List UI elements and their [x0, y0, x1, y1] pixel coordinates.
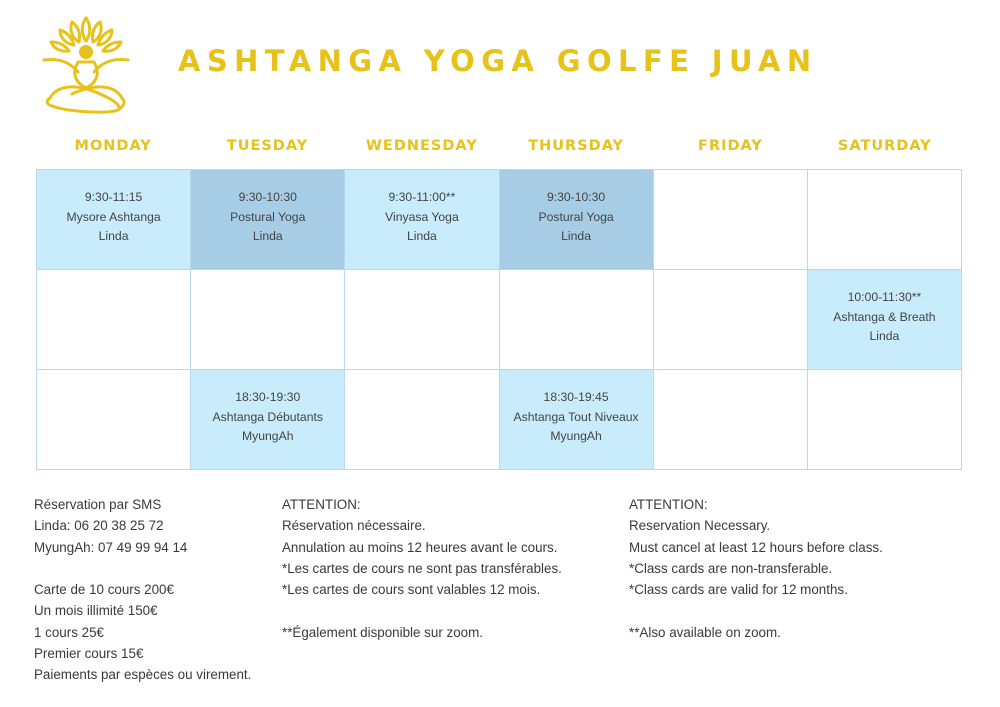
class-teacher: Linda — [869, 329, 900, 344]
info-line: Reservation Necessary. — [629, 518, 771, 534]
schedule-cell-wednesday-row2 — [345, 270, 499, 370]
info-line — [34, 558, 251, 579]
schedule-cell-saturday-row3 — [808, 370, 962, 470]
day-header-tuesday: TUESDAY — [226, 138, 309, 154]
schedule-grid — [36, 169, 962, 470]
class-time: 9:30-11:00** — [388, 190, 456, 205]
class-class: Ashtanga & Breath — [833, 309, 936, 324]
class-time: 18:30-19:45 — [543, 390, 609, 405]
class-class: Ashtanga Tout Niveaux — [513, 409, 639, 424]
class-class: Postural Yoga — [538, 209, 614, 224]
lotus-meditation-icon — [38, 14, 134, 114]
info-line — [629, 600, 883, 621]
info-line: *Class cards are non-transferable. — [629, 560, 833, 576]
info-line: *Class cards are valid for 12 months. — [629, 582, 848, 598]
class-teacher: Linda — [561, 229, 591, 244]
schedule-cell-tuesday-row1 — [191, 170, 345, 270]
info-line: Premier cours 15€ — [34, 646, 144, 662]
info-line — [282, 600, 562, 621]
info-line: Réservation par SMS — [34, 497, 162, 512]
info-line: *Les cartes de cours ne sont pas transférables. — [282, 560, 562, 576]
schedule-cell-tuesday-row2 — [191, 270, 345, 370]
page-title: ASHTANGA YOGA GOLFE JUAN — [178, 44, 818, 78]
schedule-cell-monday-row2 — [37, 270, 191, 370]
info-line: Réservation nécessaire. — [282, 518, 426, 534]
class-teacher: MyungAh — [550, 429, 602, 444]
class-teacher: Linda — [98, 229, 129, 244]
info-line: MyungAh: 07 49 99 94 14 — [34, 539, 188, 555]
schedule-cell-friday-row1 — [654, 170, 808, 270]
day-header-row — [36, 138, 962, 158]
contact-pricing-info — [34, 494, 251, 686]
info-line: 1 cours 25€ — [34, 624, 104, 640]
class-time: 9:30-10:30 — [238, 190, 297, 205]
info-line: *Les cartes de cours sont valables 12 mois. — [282, 582, 541, 598]
info-line: ATTENTION: — [282, 497, 361, 512]
info-line: **Also available on zoom. — [629, 624, 781, 640]
info-line: Linda: 06 20 38 25 72 — [34, 518, 164, 534]
schedule-cell-monday-row1 — [37, 170, 191, 270]
class-teacher: Linda — [407, 229, 437, 244]
class-class: Vinyasa Yoga — [385, 209, 459, 224]
day-header-friday: FRIDAY — [698, 138, 763, 154]
info-line: Annulation au moins 12 heures avant le cours. — [282, 539, 558, 555]
class-time: 18:30-19:30 — [235, 390, 301, 405]
day-header-wednesday: WEDNESDAY — [365, 138, 478, 154]
schedule-cell-saturday-row1 — [808, 170, 962, 270]
class-teacher: Linda — [252, 229, 283, 244]
class-class: Mysore Ashtanga — [66, 209, 161, 224]
schedule-cell-wednesday-row3 — [345, 370, 499, 470]
info-line: Un mois illimité 150€ — [34, 603, 158, 619]
day-header-saturday: SATURDAY — [837, 138, 932, 154]
schedule-cell-thursday-row1 — [500, 170, 654, 270]
schedule-cell-wednesday-row1 — [345, 170, 499, 270]
attention-french-info — [282, 494, 562, 643]
schedule-cell-monday-row3 — [37, 370, 191, 470]
schedule-cell-thursday-row2 — [500, 270, 654, 370]
day-header-monday: MONDAY — [74, 138, 152, 154]
info-line: ATTENTION: — [629, 497, 708, 512]
class-class: Postural Yoga — [230, 209, 306, 224]
class-time: 10:00-11:30** — [847, 290, 922, 305]
info-line: **Également disponible sur zoom. — [282, 624, 483, 640]
schedule-cell-friday-row2 — [654, 270, 808, 370]
class-class: Ashtanga Débutants — [212, 409, 323, 424]
schedule-cell-saturday-row2 — [808, 270, 962, 370]
day-header-thursday: THURSDAY — [528, 138, 625, 154]
info-line: Paiements par espèces ou virement. — [34, 667, 252, 683]
info-line: Must cancel at least 12 hours before class. — [629, 539, 883, 555]
class-time: 9:30-11:15 — [84, 190, 143, 205]
schedule-cell-friday-row3 — [654, 370, 808, 470]
schedule-cell-tuesday-row3 — [191, 370, 345, 470]
info-line: Carte de 10 cours 200€ — [34, 582, 174, 598]
attention-english-info — [629, 494, 883, 643]
schedule-cell-thursday-row3 — [500, 370, 654, 470]
class-time: 9:30-10:30 — [546, 190, 606, 205]
class-teacher: MyungAh — [241, 429, 294, 444]
